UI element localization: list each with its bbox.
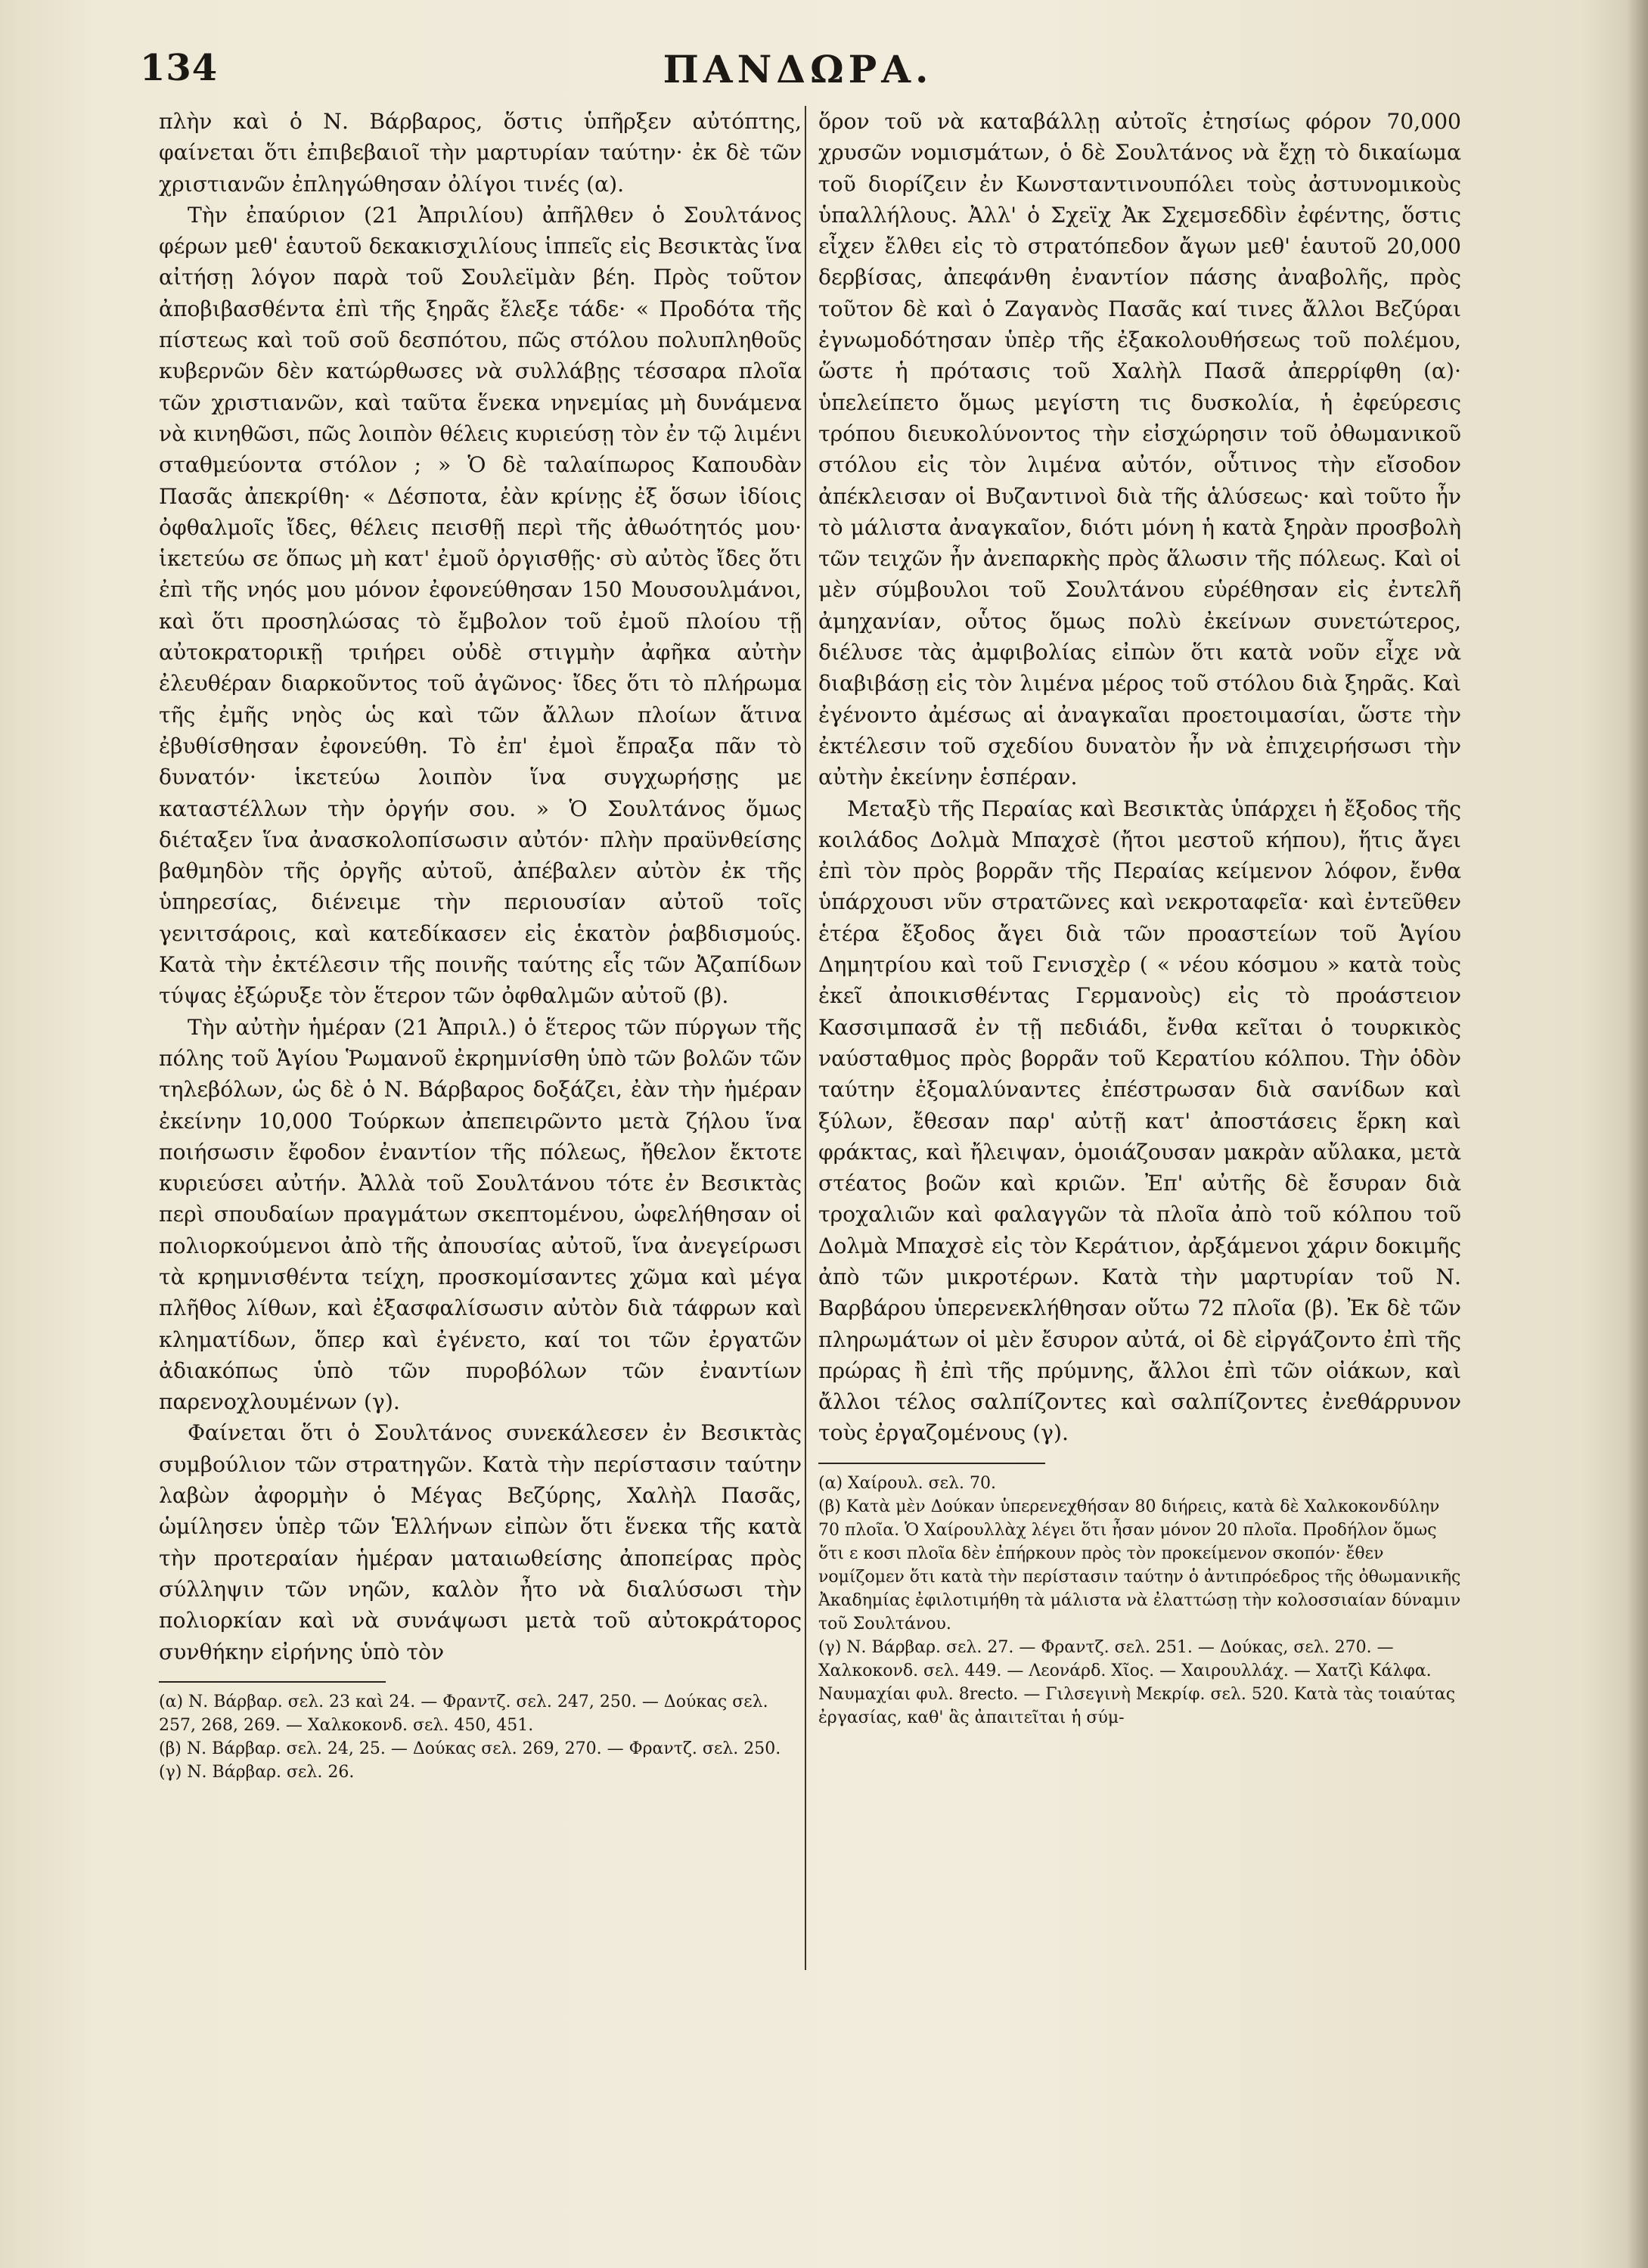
page-number: 134	[140, 47, 219, 89]
paragraph: Μεταξὺ τῆς Περαίας καὶ Βεσικτὰς ὑπάρχει ἡ ἔξοδος τῆς κοιλάδος Δολμὰ Μπαχσὲ (ἤτοι μεστοῦ κήπου), ἥτις ἄγει ἐπὶ τὸν πρὸς βορρᾶν τῆς Περαίας κείμενον λόφον, ἔνθα ὑπάρχουσι νῦν στρατῶνες καὶ νεκροταφεῖα· καὶ ἐντεῦθεν ἑτέρα ἔξοδος ἄγει διὰ τῶν προαστείων τοῦ Ἁγίου Δημητρίου καὶ τοῦ Γενισχὲρ ( « νέου κόσμου » κατὰ τοὺς ἐκεῖ ἀποικισθέντας Γερμανοὺς) εἰς τὸ προάστειον Κασσιμπασᾶ ἐν τῇ πεδιάδι, ἔνθα κεῖται ὁ τουρκικὸς ναύσταθμος πρὸς βορρᾶν τοῦ Κερατίου κόλπου. Τὴν ὁδὸν ταύτην ἐξομαλύναντες ἐπέστρωσαν διὰ σανίδων καὶ ξύλων, ἔθεσαν παρ' αὐτῇ κατ' ἀποστάσεις ἕρκη καὶ φράκτας, καὶ ἤλειψαν, ὁμοιάζουσαν μακρὰν αὔλακα, μετὰ στέατος βοῶν καὶ κριῶν. Ἐπ' αὐτῆς δὲ ἔσυραν διὰ τροχαλιῶν καὶ φαλαγγῶν τὰ πλοῖα ἀπὸ τοῦ κόλπου τοῦ Δολμὰ Μπαχσὲ εἰς τὸν Κεράτιον, ἀρξάμενοι χάριν δοκιμῆς ἀπὸ τῶν μικροτέρων. Κατὰ τὴν μαρτυρίαν τοῦ Ν. Βαρβάρου ὑπερενεκλήθησαν οὕτω 72 πλοῖα (β). Ἐκ δὲ τῶν πληρωμάτων οἱ μὲν ἔσυρον αὐτά, οἱ δὲ εἰργάζοντο ἐπὶ τῆς πρώρας ἢ ἐπὶ τῆς πρύμνης, ἄλλοι ἐπὶ τῶν οἰάκων, καὶ ἄλλοι τέλος σαλπίζοντες καὶ σαλπίζοντες ἐνεθάρρυνον τοὺς ἐργαζομένους (γ).	[818, 796, 1461, 1446]
paragraph: ὅρον τοῦ νὰ καταβάλλῃ αὐτοῖς ἐτησίως φόρον 70,000 χρυσῶν νομισμάτων, ὁ δὲ Σουλτάνος νὰ ἔχῃ τὸ δικαίωμα τοῦ διορίζειν ἐν Κωνσταντινουπόλει τοὺς ἀστυνομικοὺς ὑπαλλήλους. Ἀλλ' ὁ Σχεϊχ Ἀκ Σχεμσεδδὶν ἐφέντης, ὅστις εἶχεν ἔλθει εἰς τὸ στρατόπεδον ἄγων μεθ' ἑαυτοῦ 20,000 δερβίσας, ἀπεφάνθη ἐναντίον πάσης ἀναβολῆς, πρὸς τοῦτον δὲ καὶ ὁ Ζαγανὸς Πασᾶς καί τινες ἄλλοι Βεζύραι ἐγνωμοδότησαν ὑπὲρ τῆς ἐξακολουθήσεως τοῦ πολέμου, ὥστε ἡ πρότασις τοῦ Χαλὴλ Πασᾶ ἀπερρίφθη (α)· ὑπελείπετο ὅμως μεγίστη τις δυσκολία, ἡ ἐφεύρεσις τρόπου διευκολύνοντος τὴν εἰσχώρησιν τοῦ ὀθωμανικοῦ στόλου εἰς τὸν λιμένα αὐτόν, οὗτινος τὴν εἴσοδον ἀπέκλεισαν οἱ Βυζαντινοὶ διὰ τῆς ἁλύσεως· καὶ τοῦτο ἦν τὸ μάλιστα ἀναγκαῖον, διότι μόνη ἡ κατὰ ξηρὰν προσβολὴ τῶν τειχῶν ἦν ἀνεπαρκὴς πρὸς ἅλωσιν τῆς πόλεως. Καὶ οἱ μὲν σύμβουλοι τοῦ Σουλτάνου εὑρέθησαν εἰς ἐντελῆ ἀμηχανίαν, οὗτος ὅμως πολὺ ἐκείνων συνετώτερος, διέλυσε τὰς ἀμφιβολίας εἰπὼν ὅτι κατὰ νοῦν εἶχε νὰ διαβιβάσῃ εἰς τὸν λιμένα μέρος τοῦ στόλου διὰ ξηρᾶς. Καὶ ἐγένοντο ἀμέσως αἱ ἀναγκαῖαι προετοιμασίαι, ὥστε τὴν ἐκτέλεσιν τοῦ σχεδίου δυνατὸν ἦν νὰ ἐπιχειρήσωσι τὴν αὐτὴν ἐκείνην ἑσπέραν.	[818, 109, 1461, 790]
left-column	[159, 106, 802, 2148]
page-header	[140, 47, 1456, 100]
running-title: ΠΑΝΔΩΡΑ.	[663, 47, 933, 92]
footnote-rule	[818, 1463, 1045, 1464]
footnote: (α) Ν. Βάρβαρ. σελ. 23 καὶ 24. — Φραντζ. σελ. 247, 250. — Δούκας σελ. 257, 268, 269. — Χαλκοκονδ. σελ. 450, 451.	[159, 1692, 768, 1735]
footnote-rule	[159, 1681, 386, 1683]
footnote: (α) Χαίρουλ. σελ. 70.	[818, 1473, 996, 1493]
footnote: (β) Ν. Βάρβαρ. σελ. 24, 25. — Δούκας σελ. 269, 270. — Φραντζ. σελ. 250.	[159, 1739, 781, 1758]
right-column	[818, 106, 1461, 1959]
binding-edge	[1627, 0, 1648, 2268]
paragraph: Φαίνεται ὅτι ὁ Σουλτάνος συνεκάλεσεν ἐν Βεσικτὰς συμβούλιον τῶν στρατηγῶν. Κατὰ τὴν περίστασιν ταύτην λαβὼν ἀφορμὴν ὁ Μέγας Βεζύρης, Χαλὴλ Πασᾶς, ὡμίλησεν ὑπὲρ τῶν Ἑλλήνων εἰπὼν ὅτι ἕνεκα τῆς κατὰ τὴν προτεραίαν ἡμέραν ματαιωθείσης ἀποπείρας πρὸς σύλληψιν τῶν νηῶν, καλὸν ἦτο νὰ διαλύσωσι τὴν πολιορκίαν καὶ νὰ συνάψωσι μετὰ τοῦ αὐτοκράτορος συνθήκην εἰρήνης ὑπὸ τὸν	[159, 1420, 802, 1665]
column-divider	[805, 106, 806, 1970]
footnote: (γ) Ν. Βάρβαρ. σελ. 27. — Φραντζ. σελ. 251. — Δούκας, σελ. 270. — Χαλκοκονδ. σελ. 449. — Λεονάρδ. Χῖος. — Χαιρουλλάχ. — Χατζὶ Κάλφα. Ναυμαχίαι φυλ. 8recto. — Γιλσεγινὴ Μεκρίφ. σελ. 520. Κατὰ τὰς τοιαύτας ἐργασίας, καθ' ἃς ἀπαιτεῖται ἡ σύμ-	[818, 1637, 1456, 1727]
paragraph: Τὴν αὐτὴν ἡμέραν (21 Ἀπριλ.) ὁ ἕτερος τῶν πύργων τῆς πόλης τοῦ Ἁγίου Ῥωμανοῦ ἐκρημνίσθη ὑπὸ τῶν βολῶν τῶν τηλεβόλων, ὡς δὲ ὁ Ν. Βάρβαρος δοξάζει, ἐὰν τὴν ἡμέραν ἐκείνην 10,000 Τούρκων ἀπεπειρῶντο μετὰ ζήλου ἵνα ποιήσωσιν ἔφοδον ἐναντίον τῆς πόλεως, ἤθελον ἔκτοτε κυριεύσει αὐτήν. Ἀλλὰ τοῦ Σουλτάνου τότε ἐν Βεσικτὰς περὶ σπουδαίων πραγμάτων σκεπτομένου, ὠφελήθησαν οἱ πολιορκούμενοι ἀπὸ τῆς ἀπουσίας αὐτοῦ, ἵνα ἀνεγείρωσι τὰ κρημνισθέντα τείχη, προσκομίσαντες χῶμα καὶ μέγα πλῆθος λίθων, καὶ ἐξασφαλίσωσιν αὐτὸν διὰ τάφρων καὶ κληματίδων, ὅπερ καὶ ἐγένετο, καί τοι τῶν ἐργατῶν ἀδιακόπως ὑπὸ τῶν πυροβόλων τῶν ἐναντίων παρενοχλουμένων (γ).	[159, 1014, 802, 1415]
paragraph: πλὴν καὶ ὁ Ν. Βάρβαρος, ὅστις ὑπῆρξεν αὐτόπτης, φαίνεται ὅτι ἐπιβεβαιοῖ τὴν μαρτυρίαν ταύτην· ἐκ δὲ τῶν χριστιανῶν ἐπληγώθησαν ὀλίγοι τινές (α).	[159, 109, 802, 197]
footnote: (β) Κατὰ μὲν Δούκαν ὑπερενεχθήσαν 80 διήρεις, κατὰ δὲ Χαλκοκονδύλην 70 πλοῖα. Ὁ Χαίρουλλὰχ λέγει ὅτι ἦσαν μόνον 20 πλοῖα. Προδήλον ὅμως ὅτι ε κοσι πλοῖα δὲν ἐπήρκουν πρὸς τὸν προκείμενον σκοπόν· ἔθεν νομίζομεν ὅτι κατὰ τὴν περίστασιν ταύτην ὁ ἀντιπρόεδρος τῆς ὀθωμανικῆς Ἀκαδημίας ἐφιλοτιμήθη τὰ μάλιστα νὰ ἐλαττώσῃ τὴν κολοσσιαίαν δύναμιν τοῦ Σουλτάνου.	[818, 1497, 1461, 1634]
paragraph: Τὴν ἐπαύριον (21 Ἀπριλίου) ἀπῆλθεν ὁ Σουλτάνος φέρων μεθ' ἑαυτοῦ δεκακισχιλίους ἱππεῖς εἰς Βεσικτὰς ἵνα αἰτήσῃ λόγον παρὰ τοῦ Σουλεϊμὰν βέη. Πρὸς τοῦτον ἀποβιβασθέντα ἐπὶ τῆς ξηρᾶς ἔλεξε τάδε· « Προδότα τῆς πίστεως καὶ τοῦ σοῦ δεσπότου, πῶς στόλου πολυπληθοῦς κυβερνῶν δὲν κατώρθωσες νὰ συλλάβῃς τέσσαρα πλοῖα τῶν χριστιανῶν, καὶ ταῦτα ἕνεκα νηνεμίας μὴ δυνάμενα νὰ κινηθῶσι, πῶς λοιπὸν θέλεις κυριεύσῃ τὸν ἐν τῷ λιμένι σταθμεύοντα στόλον ; » Ὁ δὲ ταλαίπωρος Καπουδὰν Πασᾶς ἀπεκρίθη· « Δέσποτα, ἐὰν κρίνῃς ἐξ ὅσων ἰδίοις ὀφθαλμοῖς ἴδες, θέλεις πεισθῇ περὶ τῆς ἀθωότητός μου· ἱκετεύω σε ὅπως μὴ κατ' ἐμοῦ ὀργισθῇς· σὺ αὐτὸς ἴδες ὅτι ἐπὶ τῆς νηός μου μόνον ἐφονεύθησαν 150 Μουσουλμάνοι, καὶ ὅτι προσηλώσας τὸ ἔμβολον τοῦ ἐμοῦ πλοίου τῇ αὐτοκρατορικῇ τριήρει οὐδὲ στιγμὴν ἀφῆκα αὐτὴν ἐλευθέραν διαρκοῦντος τοῦ ἀγῶνος· ἴδες ὅτι τὸ πλήρωμα τῆς ἐμῆς νηὸς ὡς καὶ τῶν ἄλλων πλοίων ἅτινα ἐβυθίσθησαν ἐφονεύθη. Τὸ ἐπ' ἐμοὶ ἔπραξα πᾶν τὸ δυνατόν· ἱκετεύω λοιπὸν ἵνα συγχωρήσῃς με καταστέλλων τὴν ὀργήν σου. » Ὁ Σουλτάνος ὅμως διέταξεν ἵνα ἀνασκολοπίσωσιν αὐτόν· πλὴν πραϋνθείσης βαθμηδὸν τῆς ὀργῆς αὐτοῦ, ἀπέβαλεν αὐτὸν ἐκ τῆς ὑπηρεσίας, διένειμε τὴν περιουσίαν αὐτοῦ τοῖς γενιτσάροις, καὶ κατεδίκασεν εἰς ἑκατὸν ῥαβδισμούς. Κατὰ τὴν ἐκτέλεσιν τῆς ποινῆς ταύτης εἷς τῶν Ἀζαπίδων τύψας ἐξώρυξε τὸν ἕτερον τῶν ὀφθαλμῶν αὐτοῦ (β).	[159, 202, 802, 1009]
footnote: (γ) Ν. Βάρβαρ. σελ. 26.	[159, 1762, 355, 1782]
